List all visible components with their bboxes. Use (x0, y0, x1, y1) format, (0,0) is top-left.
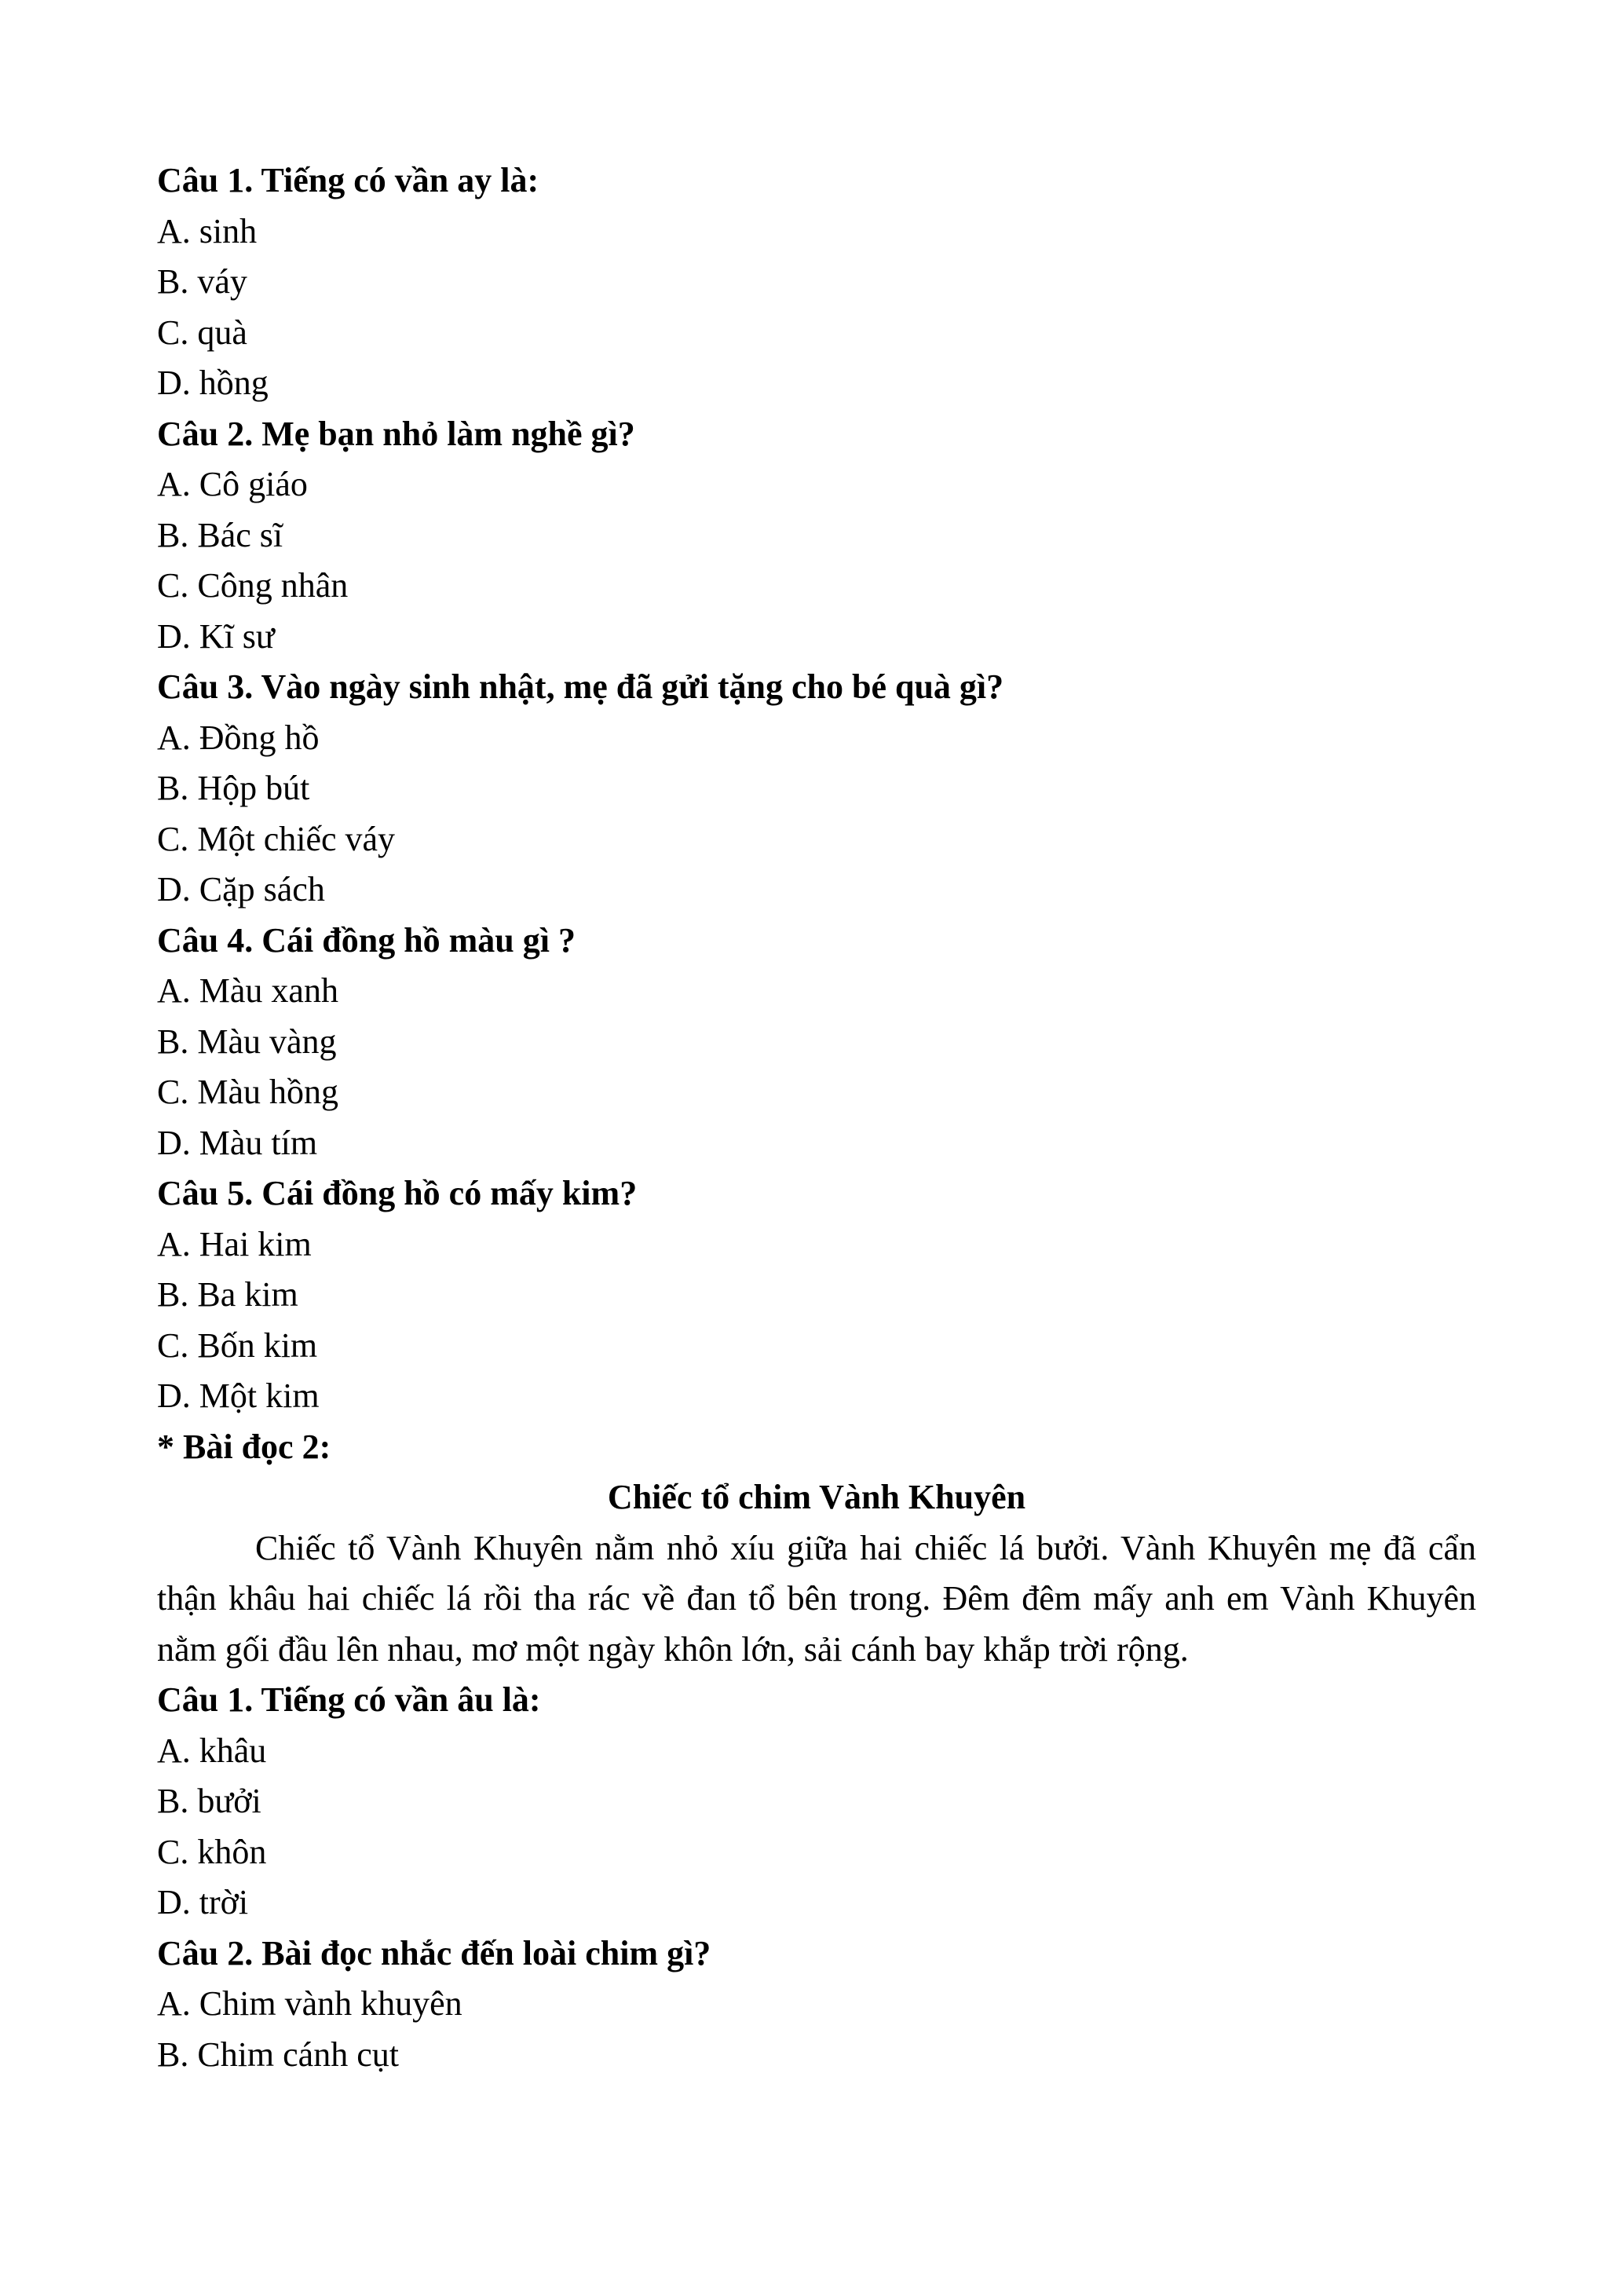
question-block (157, 1929, 1476, 2081)
answer-option: A. Cô giáo (157, 465, 308, 503)
answer-option: B. Ba kim (157, 1275, 298, 1314)
answer-option: D. Cặp sách (157, 870, 325, 909)
answer-option: C. quà (157, 313, 247, 352)
question-block (157, 155, 1476, 409)
answer-option: B. váy (157, 262, 247, 301)
question-block (157, 409, 1476, 663)
answer-option: D. Kĩ sư (157, 616, 275, 656)
question-block (157, 916, 1476, 1169)
answer-option: C. Màu hồng (157, 1073, 338, 1111)
answer-option: C. Một chiếc váy (157, 819, 396, 858)
answer-option: B. Hộp bút (157, 769, 310, 807)
answer-option: A. Đồng hồ (157, 718, 320, 757)
question-text: Câu 3. Vào ngày sinh nhật, mẹ đã gửi tặng cho bé quà gì? (157, 667, 1004, 706)
answer-option: A. Chim vành khuyên (157, 1984, 462, 2023)
question-text: Câu 2. Mẹ bạn nhỏ làm nghề gì? (157, 414, 635, 453)
answer-option: D. trời (157, 1883, 249, 1921)
question-block (157, 662, 1476, 916)
answer-option: C. Bốn kim (157, 1325, 318, 1365)
question-text: Câu 1. Tiếng có vần âu là: (157, 1680, 541, 1719)
question-text: Câu 4. Cái đồng hồ màu gì ? (157, 920, 576, 960)
answer-option: D. hồng (157, 364, 269, 402)
answer-option: D. Màu tím (157, 1123, 318, 1162)
answer-option: D. Một kim (157, 1377, 320, 1415)
answer-option: B. Màu vàng (157, 1022, 337, 1061)
question-text: Câu 2. Bài đọc nhắc đến loài chim gì? (157, 1933, 711, 1972)
answer-option: A. Hai kim (157, 1224, 312, 1263)
answer-option: B. Bác sĩ (157, 515, 283, 554)
section-heading: * Bài đọc 2: (157, 1427, 331, 1466)
answer-option: A. sinh (157, 211, 258, 250)
question-text: Câu 1. Tiếng có vần ay là: (157, 161, 539, 199)
answer-option: C. Công nhân (157, 566, 349, 605)
question-block (157, 1168, 1476, 1422)
answer-option: B. Chim cánh cụt (157, 2035, 399, 2074)
reading-passage: Chiếc tổ Vành Khuyên nằm nhỏ xíu giữa hai chiếc lá bưởi. Vành Khuyên mẹ đã cẩn thận khâu hai chiếc lá rồi tha rác về đan tổ bên trong. Đêm đêm mấy anh em Vành Khuyên nằm gối đầu lên nhau, mơ một ngày khôn lớn, sải cánh bay khắp trời rộng. (157, 1528, 1476, 1669)
question-set-1 (157, 155, 1476, 1422)
question-block (157, 1675, 1476, 1929)
question-text: Câu 5. Cái đồng hồ có mấy kim? (157, 1174, 638, 1212)
answer-option: A. Màu xanh (157, 971, 338, 1010)
answer-option: A. khâu (157, 1731, 267, 1770)
answer-option: B. bưởi (157, 1782, 261, 1820)
answer-option: C. khôn (157, 1832, 267, 1871)
passage-title: Chiếc tổ chim Vành Khuyên (607, 1478, 1026, 1516)
document-page (157, 155, 1476, 2080)
question-set-2 (157, 1675, 1476, 2080)
